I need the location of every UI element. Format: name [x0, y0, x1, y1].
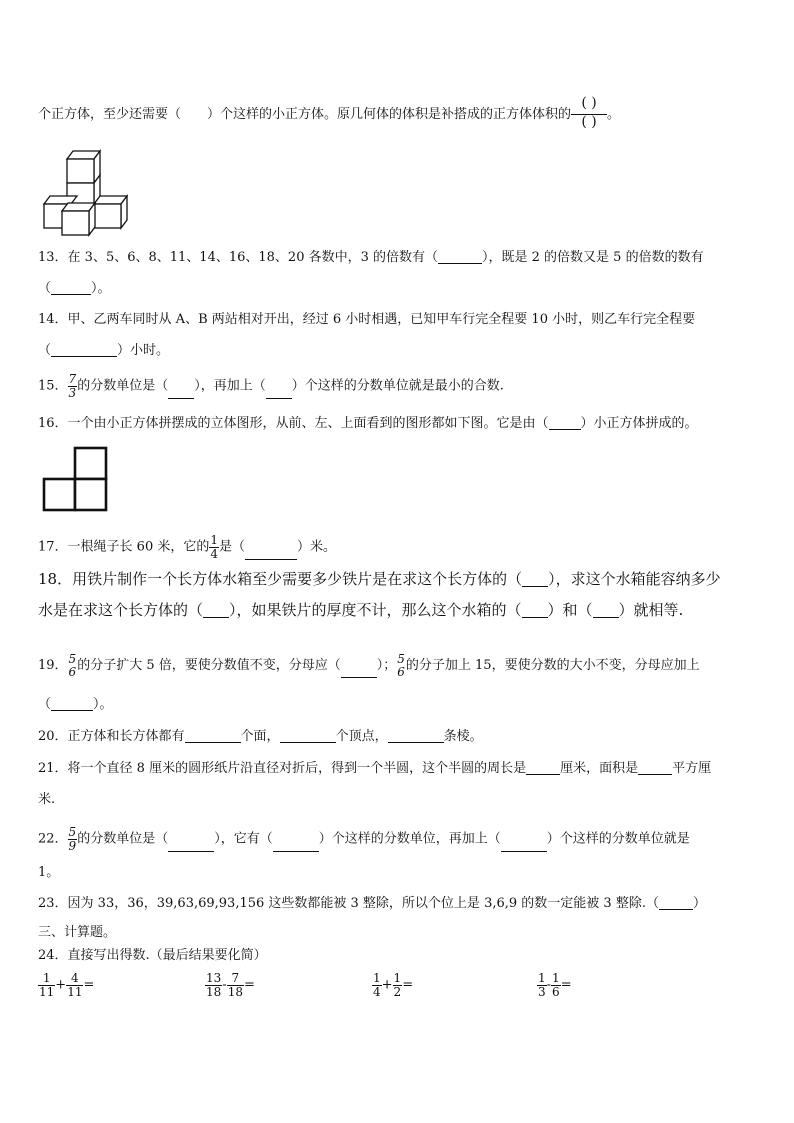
- q24-e2-frac-b: [227, 972, 244, 998]
- q19-line-1: [38, 653, 700, 678]
- q18-text-4: ），如果铁片的厚度不计，那么这个水箱的（: [229, 601, 522, 619]
- q20-text-3: 个顶点，: [335, 729, 388, 744]
- q24-e3-b-num: 1: [393, 971, 402, 985]
- q24-e2-eq: =: [243, 977, 255, 993]
- q20-line: [38, 730, 483, 743]
- q24-e1-frac-b: [66, 972, 83, 998]
- q19-fraction-1: [68, 653, 78, 678]
- q15-frac-den: 3: [68, 385, 77, 400]
- q20-blank-2: [280, 730, 336, 743]
- q24-e3-eq: =: [402, 977, 414, 993]
- q23-blank: [659, 897, 693, 910]
- q14-blank: [51, 344, 117, 357]
- q17-blank: [245, 547, 297, 560]
- q12-text-1: 个正方体，至少还需要（: [38, 107, 182, 122]
- q22-text-4: ）个这样的分数单位就是: [546, 831, 690, 847]
- q13-text-1: 13．在 3、5、6、8、11、14、16、18、20 各数中，3 的倍数有（: [38, 250, 439, 265]
- q13-line-1: [38, 251, 704, 264]
- q19-open: （: [38, 697, 52, 712]
- q13-blank-1: [438, 251, 482, 264]
- q22-text-2: ），它有（: [214, 831, 273, 847]
- q13-open: （: [38, 281, 52, 296]
- q21-text-2: 厘米，面积是: [560, 761, 639, 776]
- q24-e3-a-den: 4: [373, 984, 381, 999]
- q24-e4-op: -: [546, 977, 552, 993]
- q24-e3-frac-a: [372, 972, 382, 998]
- q13-close: ）。: [91, 281, 111, 296]
- q19-frac1-num: 5: [68, 652, 77, 666]
- q14-line-2: [38, 344, 169, 357]
- q13-blank-2: [51, 282, 91, 295]
- q12-line: [38, 96, 620, 133]
- q22-text-1: 的分数单位是（: [77, 831, 169, 847]
- q22-text-5: 1。: [38, 865, 60, 880]
- q20-text-4: 条棱。: [443, 729, 483, 744]
- q16-view-figure: [41, 446, 109, 514]
- q13-text-2: ），既是 2 的倍数又是 5 的倍数的数有: [482, 250, 704, 265]
- q14-open: （: [38, 343, 52, 358]
- q19-text-2: ）；: [376, 658, 397, 674]
- q19-line-2: [38, 698, 113, 711]
- q24-e4-eq: =: [560, 977, 572, 993]
- q24-expression-3: [372, 972, 413, 998]
- q19-fraction-2: [396, 653, 406, 678]
- q21-text-3: 平方厘: [672, 761, 712, 776]
- q23-text-1: 23．因为 33，36，39,63,69,93,156 这些数都能被 3 整除，所以个位上是 3,6,9 的数一定能被 3 整除.（: [38, 896, 659, 911]
- q24-e1-eq: =: [83, 977, 95, 993]
- q24-e3-op: +: [381, 977, 393, 993]
- q22-blank-2: [273, 839, 319, 852]
- q19-close: ）。: [93, 697, 113, 712]
- q17-frac-den: 4: [210, 546, 218, 561]
- q18-blank-2: [203, 603, 229, 618]
- q22-blank-3: [501, 839, 547, 852]
- q20-blank-3: [388, 730, 444, 743]
- q22-line-2: [38, 866, 59, 879]
- q24-e1-b-num: 4: [71, 971, 79, 985]
- q23-text-2: ）: [692, 896, 706, 911]
- q17-frac-num: 1: [210, 533, 218, 547]
- q24-e2-op: -: [222, 977, 227, 993]
- q17-fraction: [209, 534, 219, 560]
- q24-e2-b-num: 7: [231, 971, 240, 985]
- q19-text-1: 的分子扩大 5 倍，要使分数值不变，分母应（: [77, 658, 341, 674]
- q24-e4-a-num: 1: [538, 971, 546, 985]
- q12-text-2: ）个这样的小正方体。原几何体的体积是补搭成的正方体体积的: [207, 107, 572, 122]
- q18-text-6: ）就相等.: [618, 601, 684, 619]
- q20-blank-1: [185, 730, 241, 743]
- q24-e4-frac-a: [537, 972, 547, 998]
- q24-e4-a-den: 3: [538, 984, 546, 999]
- q21-text-1: 21．将一个直径 8 厘米的圆形纸片沿直径对折后，得到一个半圆，这个半圆的周长是: [38, 761, 527, 776]
- q17-text-3: ）米。: [297, 539, 337, 555]
- q16-text-2: ）小正方体拼成的。: [580, 416, 698, 431]
- q12-cube-figure: [42, 148, 128, 238]
- q18-text-3: 水是在求这个长方体的（: [38, 601, 204, 619]
- q15-prefix: 15．: [38, 378, 68, 394]
- q19-frac1-den: 6: [68, 664, 77, 679]
- q21-blank-1: [526, 762, 560, 775]
- q12-blank-den: ( ): [571, 114, 607, 133]
- q15-text-2: ），再加上（: [194, 378, 266, 394]
- q15-line: [38, 373, 504, 399]
- q17-text-2: 是（: [219, 539, 246, 555]
- q18-line-2: [38, 603, 683, 618]
- q12-blank-fraction: [571, 96, 607, 133]
- q12-blank-num: ( ): [581, 95, 597, 111]
- q23-line: [38, 897, 706, 910]
- q22-line-1: [38, 826, 690, 852]
- q19-text-3: 的分子加上 15，要使分数的大小不变，分母应加上: [405, 658, 700, 674]
- q24-e1-a-num: 1: [42, 971, 51, 985]
- q15-text-1: 的分数单位是（: [77, 378, 169, 394]
- q18-text-2: ），求这个水箱能容纳多少: [548, 570, 721, 588]
- q17-line: [38, 534, 336, 560]
- q15-fraction: [68, 373, 78, 399]
- q24-e1-op: +: [55, 977, 67, 993]
- section-3-heading: 三、计算题。: [38, 925, 117, 940]
- q24-e4-frac-b: [551, 972, 561, 998]
- q21-text-4: 米.: [38, 792, 56, 807]
- q24-e3-a-num: 1: [373, 971, 381, 985]
- q18-line-1: [38, 572, 721, 587]
- q14-close: ）小时。: [117, 343, 170, 358]
- q17-text-1: 17．一根绳子长 60 米，它的: [38, 539, 210, 555]
- q18-blank-4: [593, 603, 619, 618]
- q18-blank-3: [522, 603, 548, 618]
- q20-text-2: 个面，: [240, 729, 280, 744]
- q22-prefix: 22．: [38, 831, 68, 847]
- q16-blank: [549, 417, 581, 430]
- q24-expression-2: [205, 972, 255, 998]
- q22-frac-num: 5: [68, 825, 77, 839]
- q19-prefix: 19．: [38, 658, 68, 674]
- q24-e3-b-den: 2: [393, 984, 402, 999]
- q16-text-1: 16．一个由小正方体拼摆成的立体图形，从前、左、上面看到的图形都如下图。它是由（: [38, 416, 549, 431]
- q24-e2-a-den: 18: [206, 984, 222, 999]
- q22-fraction: [68, 826, 78, 852]
- q19-frac2-den: 6: [397, 664, 405, 679]
- q18-text-5: ）和（: [547, 601, 593, 619]
- q15-text-3: ）个这样的分数单位就是最小的合数.: [291, 378, 504, 394]
- q24-e4-b-den: 6: [552, 984, 560, 999]
- q24-e4-b-num: 1: [552, 971, 560, 985]
- q24-e1-b-den: 11: [67, 984, 83, 999]
- q22-text-3: ）个这样的分数单位，再加上（: [318, 831, 501, 847]
- q21-blank-2: [638, 762, 672, 775]
- q14-text: 14．甲、乙两车同时从 A、B 两站相对开出，经过 6 小时相遇，已知甲车行完全程要 10 小时，则乙车行完全程要: [38, 312, 696, 327]
- q19-blank-1: [341, 665, 377, 678]
- q22-blank-1: [168, 839, 214, 852]
- q24-expression-4: [537, 972, 572, 998]
- q24-title: 24．直接写出得数.（最后结果要化简）: [38, 948, 267, 963]
- q21-line-2: [38, 793, 55, 806]
- q18-blank-1: [522, 572, 548, 587]
- q12-end: 。: [607, 107, 621, 122]
- q24-e1-a-den: 11: [39, 984, 55, 999]
- q24-e2-b-den: 18: [227, 984, 243, 999]
- q22-frac-den: 9: [68, 838, 77, 853]
- q16-line: [38, 417, 698, 430]
- q18-text-1: 18．用铁片制作一个长方体水箱至少需要多少铁片是在求这个长方体的（: [38, 570, 523, 588]
- q24-e2-frac-a: [205, 972, 222, 998]
- q19-frac2-num: 5: [397, 652, 405, 666]
- q15-blank-2: [266, 386, 292, 399]
- q20-text-1: 20．正方体和长方体都有: [38, 729, 185, 744]
- q14-line-1: [38, 313, 695, 326]
- q21-line-1: [38, 762, 711, 775]
- q24-e1-frac-a: [38, 972, 55, 998]
- q19-blank-2: [51, 698, 93, 711]
- q15-blank-1: [168, 386, 194, 399]
- q24-e3-frac-b: [393, 972, 403, 998]
- q24-e2-a-num: 13: [206, 971, 222, 985]
- q24-expression-1: [38, 972, 94, 998]
- q13-line-2: [38, 282, 111, 295]
- q15-frac-num: 7: [68, 372, 77, 386]
